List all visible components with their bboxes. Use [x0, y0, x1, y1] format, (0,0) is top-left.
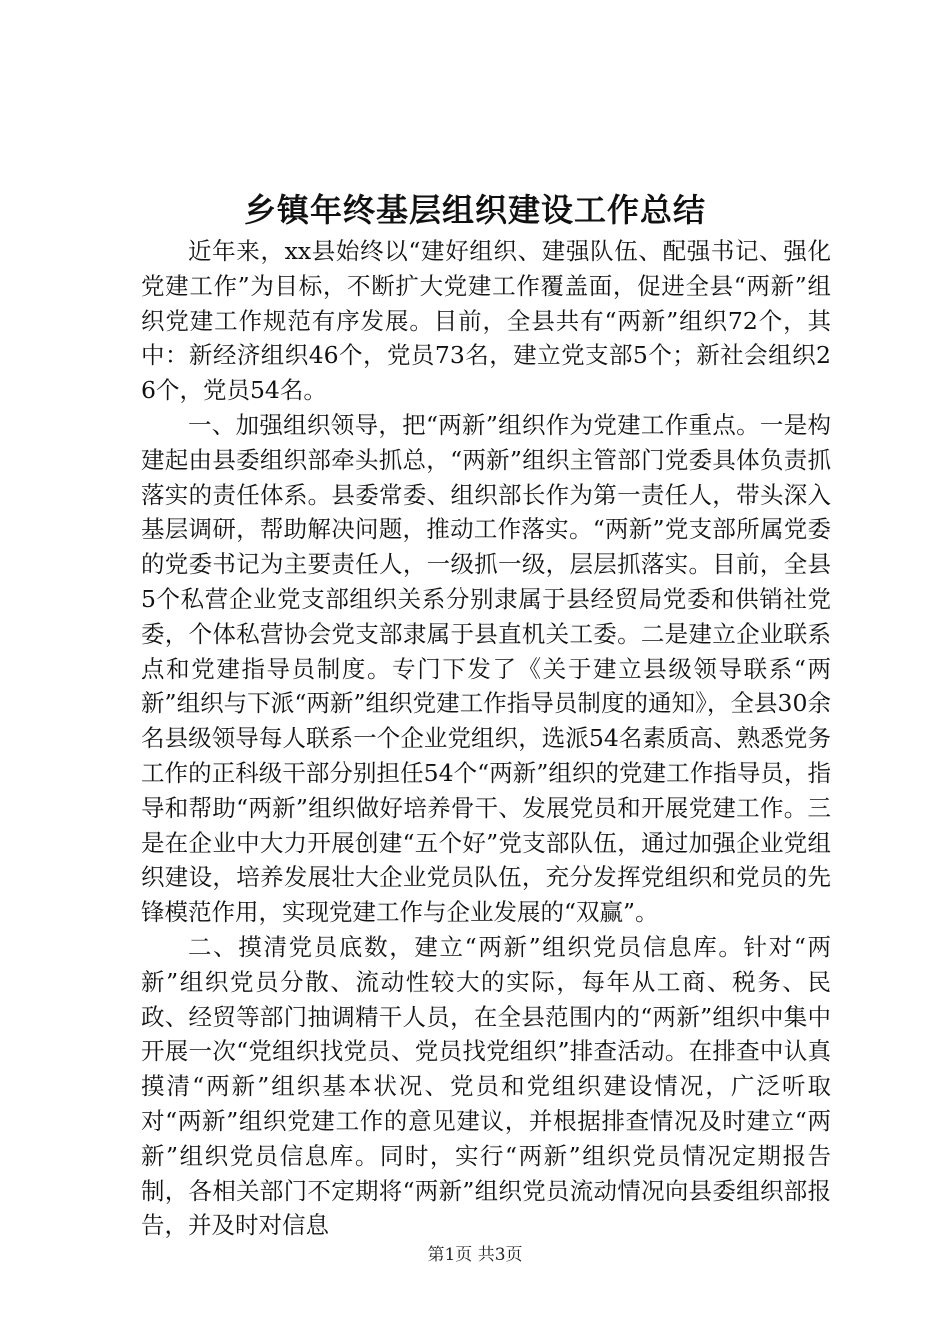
document-body [141, 234, 831, 1243]
paragraph-section-2: 二、摸清党员底数，建立“两新”组织党员信息库。针对“两新”组织党员分散、流动性较大的实际，每年从工商、税务、民政、经贸等部门抽调精干人员，在全县范围内的“两新”组织中集中开展一次“党组织找党员、党员找党组织”排查活动。在排查中认真摸清“两新”组织基本状况、党员和党组织建设情况，广泛听取对“两新”组织党建工作的意见建议，并根据排查情况及时建立“两新”组织党员信息库。同时，实行“两新”组织党员情况定期报告制，各相关部门不定期将“两新”组织党员流动情况向县委组织部报告，并及时对信息 [141, 932, 831, 1240]
document-title: 乡镇年终基层组织建设工作总结 [243, 191, 706, 229]
page-number-footer: 第1页 共3页 [427, 1245, 523, 1265]
paragraph-intro: 近年来，xx县始终以“建好组织、建强队伍、配强书记、强化党建工作”为目标，不断扩大党建工作覆盖面，促进全县“两新”组织党建工作规范有序发展。目前，全县共有“两新”组织72个，其中：新经济组织46个，党员73名，建立党支部5个；新社会组织26个，党员54名。 [141, 237, 831, 405]
paragraph-section-1: 一、加强组织领导，把“两新”组织作为党建工作重点。一是构建起由县委组织部牵头抓总，“两新”组织主管部门党委具体负责抓落实的责任体系。县委常委、组织部长作为第一责任人，带头深入基层调研，帮助解决问题，推动工作落实。“两新”党支部所属党委的党委书记为主要责任人，一级抓一级，层层抓落实。目前，全县5个私营企业党支部组织关系分别隶属于县经贸局党委和供销社党委，个体私营协会党支部隶属于县直机关工委。二是建立企业联系点和党建指导员制度。专门下发了《关于建立县级领导联系“两新”组织与下派“两新”组织党建工作指导员制度的通知》，全县30余名县级领导每人联系一个企业党组织，选派54名素质高、熟悉党务工作的正科级干部分别担任54个“两新”组织的党建工作指导员，指导和帮助“两新”组织做好培养骨干、发展党员和开展党建工作。三是在企业中大力开展创建“五个好”党支部队伍，通过加强企业党组织建设，培养发展壮大企业党员队伍，充分发挥党组织和党员的先锋模范作用，实现党建工作与企业发展的“双赢”。 [141, 410, 831, 927]
